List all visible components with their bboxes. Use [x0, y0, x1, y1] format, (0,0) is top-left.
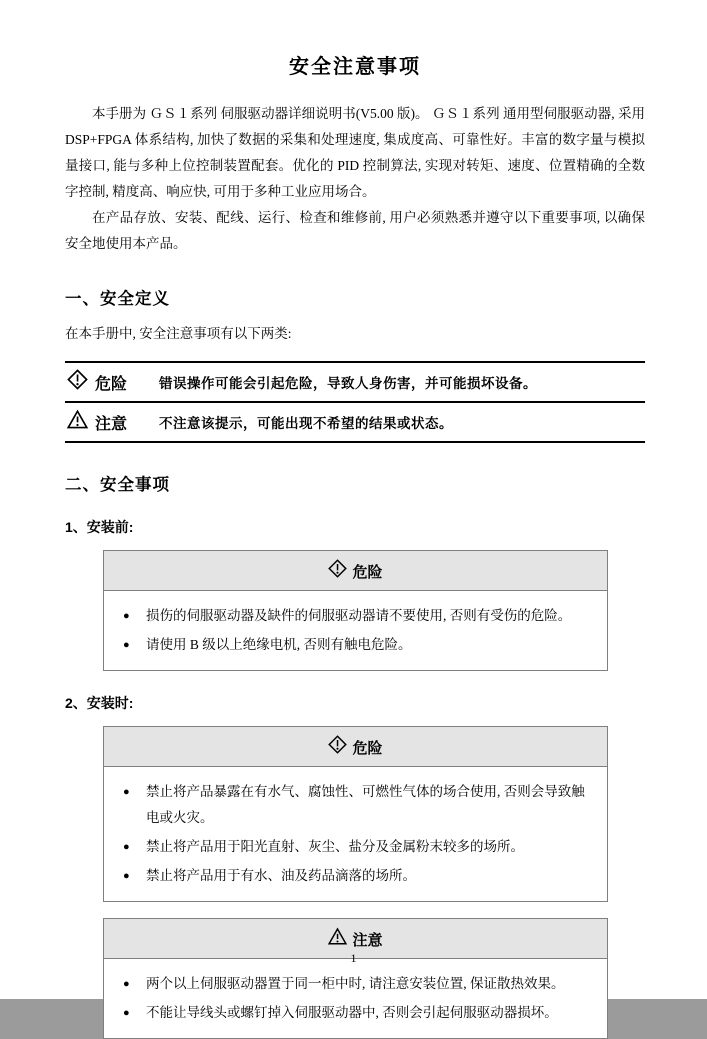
definition-row-caution [65, 403, 645, 443]
bullet-icon: ● [123, 870, 130, 882]
warning-item-text: 不能让导线头或螺钉掉入伺服驱动器中, 否则会引起伺服驱动器损坏。 [146, 1005, 558, 1020]
subsection-label-before-install: 1、安装前: [65, 519, 134, 535]
warning-box-danger-during-install [103, 726, 608, 902]
warning-box-body [104, 959, 607, 1038]
warning-box-danger-before-install [103, 550, 608, 671]
bullet-icon: ● [123, 841, 130, 853]
warning-box-caution-during-install [103, 918, 608, 1039]
definitions-lead-text: 在本手册中, 安全注意事项有以下两类: [65, 326, 292, 341]
warning-item-text: 损伤的伺服驱动器及缺件的伺服驱动器请不要使用, 否则有受伤的危险。 [146, 608, 572, 623]
warning-item-text: 请使用 B 级以上绝缘电机, 否则有触电危险。 [146, 637, 412, 652]
bullet-icon: ● [123, 978, 130, 990]
warning-box-title: 危险 [352, 564, 383, 581]
definition-badge-caution [67, 409, 159, 435]
warning-box-title: 危险 [352, 740, 383, 757]
warning-box-title: 注意 [352, 932, 383, 949]
intro-paragraph-1: 本手册为 ＧＳ１系列 伺服驱动器详细说明书(V5.00 版)。 ＧＳ１系列 通用型伺服驱动器, 采用 DSP+FPGA 体系结构, 加快了数据的采集和处理速度, 集成度高、可靠性好。丰富的数字量与模拟量接口, 能与多种上位控制装置配套。优化的 PID 控制算法, 实现对转矩、速度、位置精确的全数字控制, 精度高、响应快, 可用于多种工业应用场合。 [65, 106, 645, 199]
danger-diamond-icon [67, 369, 88, 395]
warning-item-text: 禁止将产品暴露在有水气、腐蚀性、可燃性气体的场合使用, 否则会导致触电或火灾。 [146, 784, 585, 825]
caution-triangle-icon [67, 409, 88, 435]
warning-item [120, 603, 591, 629]
warning-item-text: 两个以上伺服驱动器置于同一柜中时, 请注意安装位置, 保证散热效果。 [146, 976, 565, 991]
warning-box-header [104, 551, 607, 591]
warning-item-text: 禁止将产品用于有水、油及药品滴落的场所。 [146, 868, 416, 883]
caution-triangle-icon [328, 927, 347, 951]
definition-text: 不注意该提示，可能出现不希望的结果或状态。 [159, 416, 453, 431]
definition-row-danger [65, 363, 645, 403]
warning-item [120, 834, 591, 860]
warning-box-body [104, 591, 607, 670]
section-heading-safety-items: 二、安全事项 [65, 476, 170, 494]
warning-item [120, 971, 591, 997]
danger-diamond-icon [328, 735, 347, 759]
warning-item [120, 863, 591, 889]
bullet-icon: ● [123, 639, 130, 651]
warning-item [120, 632, 591, 658]
bullet-icon: ● [123, 1007, 130, 1019]
danger-diamond-icon [328, 559, 347, 583]
warning-item [120, 779, 591, 831]
page-title: 安全注意事项 [289, 56, 421, 78]
definition-badge-danger [67, 369, 159, 395]
bullet-icon: ● [123, 610, 130, 622]
definition-label: 注意 [95, 415, 128, 433]
subsection-label-during-install: 2、安装时: [65, 695, 134, 711]
definition-text: 错误操作可能会引起危险，导致人身伤害，并可能损坏设备。 [159, 376, 537, 391]
section-heading-safety-definitions: 一、安全定义 [65, 290, 170, 308]
definition-label: 危险 [95, 375, 128, 393]
bullet-icon: ● [123, 786, 130, 798]
intro-paragraph-2: 在产品存放、安装、配线、运行、检查和维修前, 用户必须熟悉并遵守以下重要事项, 以确保安全地使用本产品。 [65, 210, 645, 251]
warning-box-body [104, 767, 607, 901]
definition-table [65, 361, 645, 443]
warning-item [120, 1000, 591, 1026]
page-number: 1 [350, 951, 357, 965]
warning-item-text: 禁止将产品用于阳光直射、灰尘、盐分及金属粉末较多的场所。 [146, 839, 524, 854]
warning-box-header [104, 727, 607, 767]
